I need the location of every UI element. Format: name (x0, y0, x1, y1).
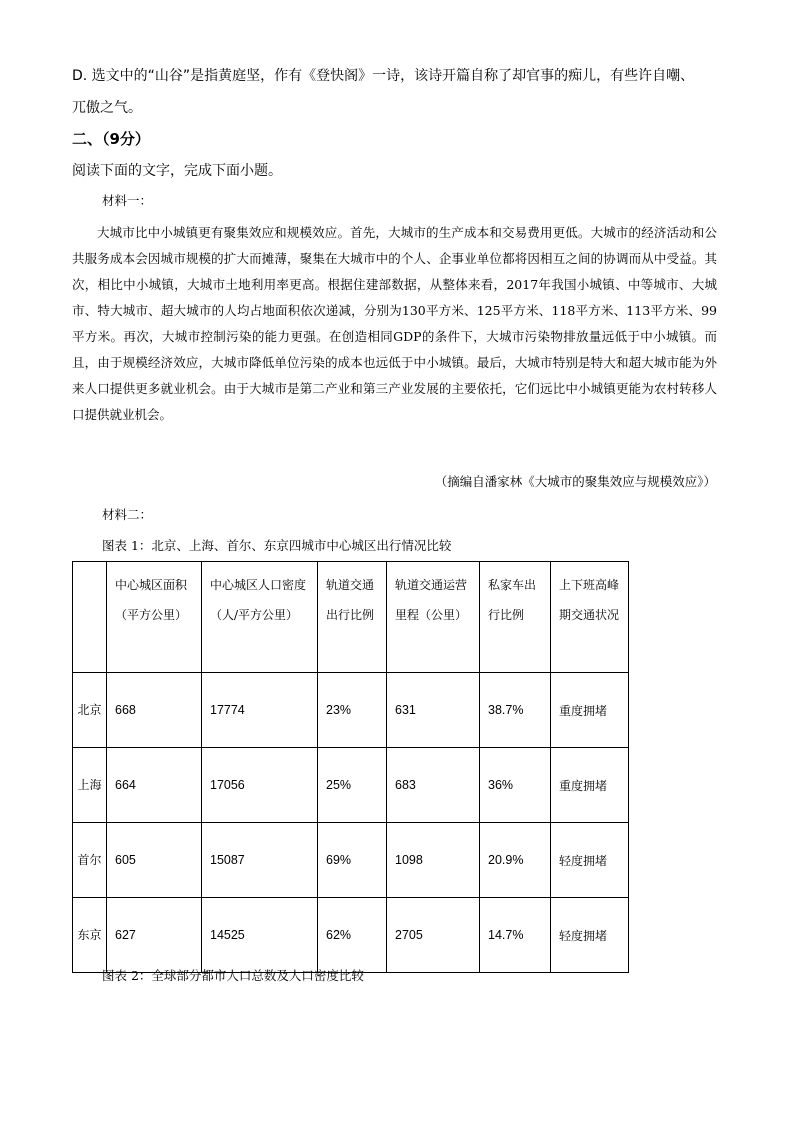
material1-source: （摘编自潘家林《大城市的聚集效应与规模效应》） (434, 474, 716, 489)
city-cell: 东京 (73, 898, 107, 973)
header-area: 中心城区面积（平方公里） (107, 562, 202, 673)
density-cell: 14525 (202, 898, 318, 973)
car-share-cell: 14.7% (480, 898, 551, 973)
city-cell: 首尔 (73, 823, 107, 898)
rail-km-cell: 1098 (387, 823, 480, 898)
rail-share-cell: 25% (318, 748, 387, 823)
rail-km-cell: 683 (387, 748, 480, 823)
material1-paragraph: 大城市比中小城镇更有聚集效应和规模效应。首先，大城市的生产成本和交易费用更低。大城市的经济活动和公共服务成本会因城市规模的扩大而摊薄，聚集在大城市中的个人、企事业单位都将因相互之间的协调而从中受益。其次，相比中小城镇，大城市土地利用率更高。根据住建部数据，从整体来看，2017年我国小城镇、中等城市、大城市、特大城市、超大城市的人均占地面积依次递减，分别为130平方米、125平方米、118平方米、113平方米、99平方米。再次，大城市控制污染的能力更强。在创造相同GDP的条件下，大城市污染物排放量远低于中小城镇。而且，由于规模经济效应，大城市降低单位污染的成本也远低于中小城镇。最后，大城市特别是特大和超大城市能为外来人口提供更多就业机会。由于大城市是第二产业和第三产业发展的主要依托，它们远比中小城镇更能为农村转移人口提供就业机会。 (72, 225, 717, 422)
table-row (73, 823, 629, 898)
area-cell: 668 (107, 673, 202, 748)
density-cell: 17774 (202, 673, 318, 748)
rail-share-cell: 62% (318, 898, 387, 973)
rail-km-cell: 631 (387, 673, 480, 748)
city-travel-table (72, 561, 629, 973)
density-cell: 17056 (202, 748, 318, 823)
car-share-cell: 36% (480, 748, 551, 823)
table-row (73, 748, 629, 823)
car-share-cell: 38.7% (480, 673, 551, 748)
area-cell: 664 (107, 748, 202, 823)
rail-km-cell: 2705 (387, 898, 480, 973)
header-traffic: 上下班高峰期交通状况 (551, 562, 629, 673)
area-cell: 605 (107, 823, 202, 898)
traffic-cell: 重度拥堵 (551, 748, 629, 823)
header-car-share: 私家车出行比例 (480, 562, 551, 673)
material2-label: 材料二： (102, 507, 153, 522)
car-share-cell: 20.9% (480, 823, 551, 898)
table-row (73, 673, 629, 748)
city-cell: 北京 (73, 673, 107, 748)
header-corner (73, 562, 107, 673)
table2-caption: 图表 2：全球部分都市人口总数及人口密度比较 (102, 968, 364, 983)
header-rail-share: 轨道交通出行比例 (318, 562, 387, 673)
density-cell: 15087 (202, 823, 318, 898)
rail-share-cell: 23% (318, 673, 387, 748)
table-header-row (73, 562, 629, 673)
table1-caption: 图表 1：北京、上海、首尔、东京四城市中心城区出行情况比较 (102, 538, 452, 553)
option-d-line1: D. 选文中的“山谷”是指黄庭坚，作有《登快阁》一诗，该诗开篇自称了却官事的痴儿，有些许自嘲、 (72, 68, 695, 84)
header-density: 中心城区人口密度（人/平方公里） (202, 562, 318, 673)
table-row (73, 898, 629, 973)
section-heading: 二、（9分） (72, 130, 150, 148)
instruction-text: 阅读下面的文字，完成下面小题。 (72, 163, 282, 179)
traffic-cell: 重度拥堵 (551, 673, 629, 748)
material1-label: 材料一： (102, 193, 153, 208)
option-d-line2: 兀傲之气。 (72, 100, 142, 116)
city-cell: 上海 (73, 748, 107, 823)
traffic-cell: 轻度拥堵 (551, 898, 629, 973)
rail-share-cell: 69% (318, 823, 387, 898)
traffic-cell: 轻度拥堵 (551, 823, 629, 898)
area-cell: 627 (107, 898, 202, 973)
header-rail-km: 轨道交通运营里程（公里） (387, 562, 480, 673)
